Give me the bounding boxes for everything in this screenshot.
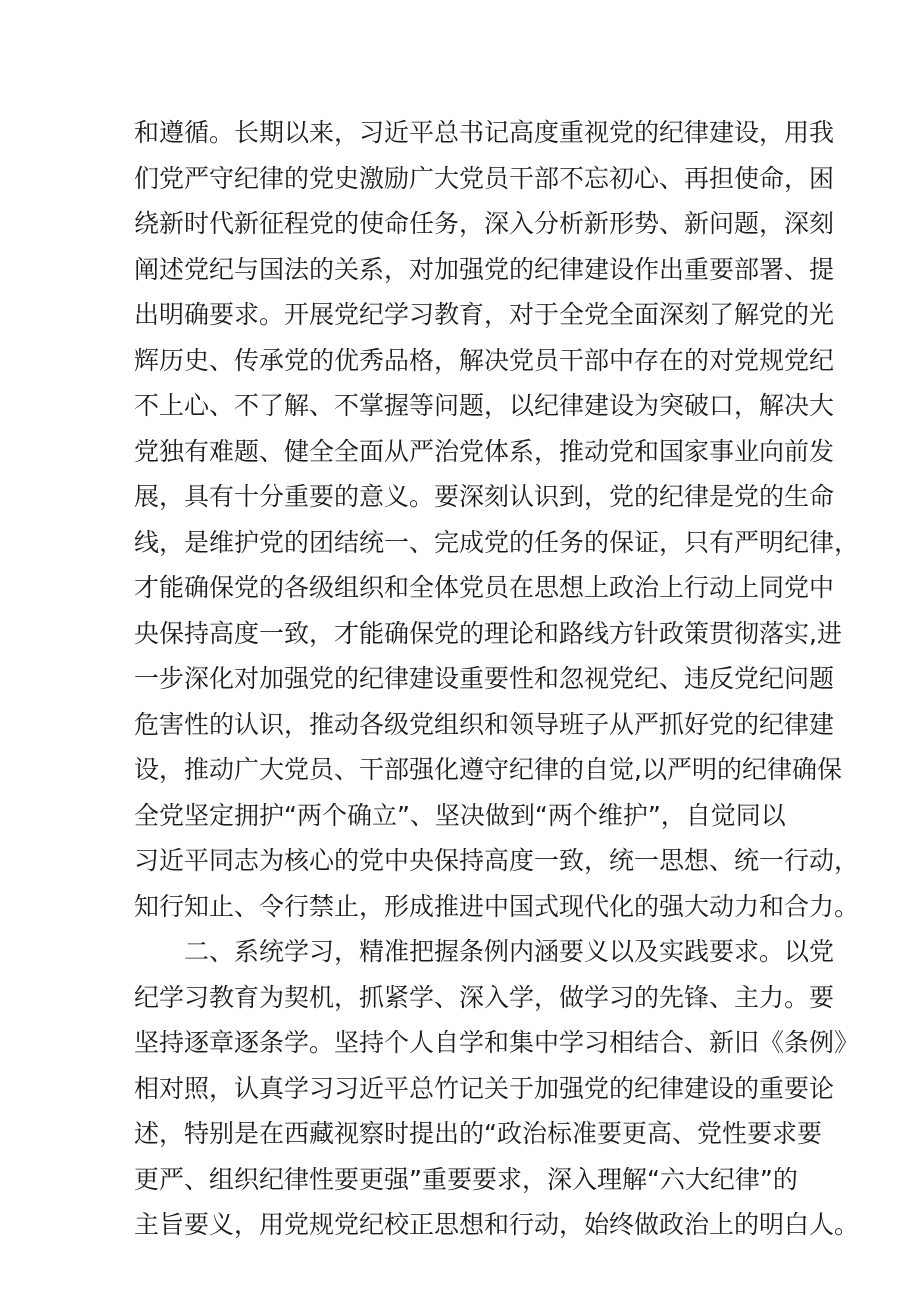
text-line: 党独有难题、健全全面从严治党体系，推动党和国家事业向前发 bbox=[134, 436, 835, 466]
text-line: 设，推动广大党员、干部强化遵守纪律的自觉,以严明的纪律确保 bbox=[134, 755, 842, 784]
text-line: 更严、组织纪律性要更强”重要要求，深入理解“六大纪律”的 bbox=[134, 1164, 798, 1194]
text-line: 坚持逐章逐条学。坚持个人自学和集中学习相结合、新旧《条例》 bbox=[134, 1028, 860, 1057]
text-line: 辉历史、传承党的优秀品格，解决党员干部中存在的对党规党纪 bbox=[134, 345, 835, 375]
paragraph-2 bbox=[134, 929, 860, 1248]
paragraph-1 bbox=[134, 110, 860, 929]
text-line: 主旨要义，用党规党纪校正思想和行动，始终做政治上的明白人。 bbox=[134, 1210, 860, 1239]
text-line: 一步深化对加强党的纪律建设重要性和忽视党纪、违反党纪问题 bbox=[134, 664, 835, 693]
text-line: 和遵循。长期以来，习近平总书记高度重视党的纪律建设，用我 bbox=[134, 118, 835, 147]
text-line: 二、系统学习，精准把握条例内涵要义以及实践要求。以党 bbox=[184, 937, 835, 966]
document-body bbox=[134, 110, 860, 1248]
text-line: 才能确保党的各级组织和全体党员在思想上政治上行动上同党中 bbox=[134, 573, 835, 602]
text-line: 危害性的认识，推动各级党组织和领导班子从严抓好党的纪律建 bbox=[134, 709, 835, 739]
text-line: 线，是维护党的团结统一、完成党的任务的保证，只有严明纪律， bbox=[134, 527, 860, 557]
text-line: 全党坚定拥护“两个确立”、坚决做到“两个维护”，自觉同以 bbox=[134, 800, 786, 830]
text-line: 央保持高度一致，才能确保党的理论和路线方针政策贯彻落实,进 bbox=[134, 618, 842, 648]
text-line: 出明确要求。开展党纪学习教育，对于全党全面深刻了解党的光 bbox=[134, 300, 835, 329]
text-line: 不上心、不了解、不掌握等问题，以纪律建设为突破口，解决大 bbox=[134, 391, 835, 420]
text-line: 纪学习教育为契机，抓紧学、深入学，做学习的先锋、主力。要 bbox=[134, 982, 835, 1012]
text-line: 们党严守纪律的党史激励广大党员干部不忘初心、再担使命，困 bbox=[134, 163, 835, 193]
text-line: 知行知止、令行禁止，形成推进中国式现代化的强大动力和合力。 bbox=[134, 891, 860, 921]
text-line: 习近平同志为核心的党中央保持高度一致，统一思想、统一行动， bbox=[134, 846, 860, 875]
text-line: 述，特别是在西藏视察时提出的“政治标准要更高、党性要求要 bbox=[134, 1119, 822, 1148]
text-line: 相对照，认真学习习近平总竹记关于加强党的纪律建设的重要论 bbox=[134, 1073, 835, 1103]
text-line: 绕新时代新征程党的使命任务，深入分析新形势、新问题，深刻 bbox=[134, 209, 835, 238]
text-line: 展，具有十分重要的意义。要深刻认识到，党的纪律是党的生命 bbox=[134, 482, 835, 511]
text-line: 阐述党纪与国法的关系，对加强党的纪律建设作出重要部署、提 bbox=[134, 254, 835, 284]
